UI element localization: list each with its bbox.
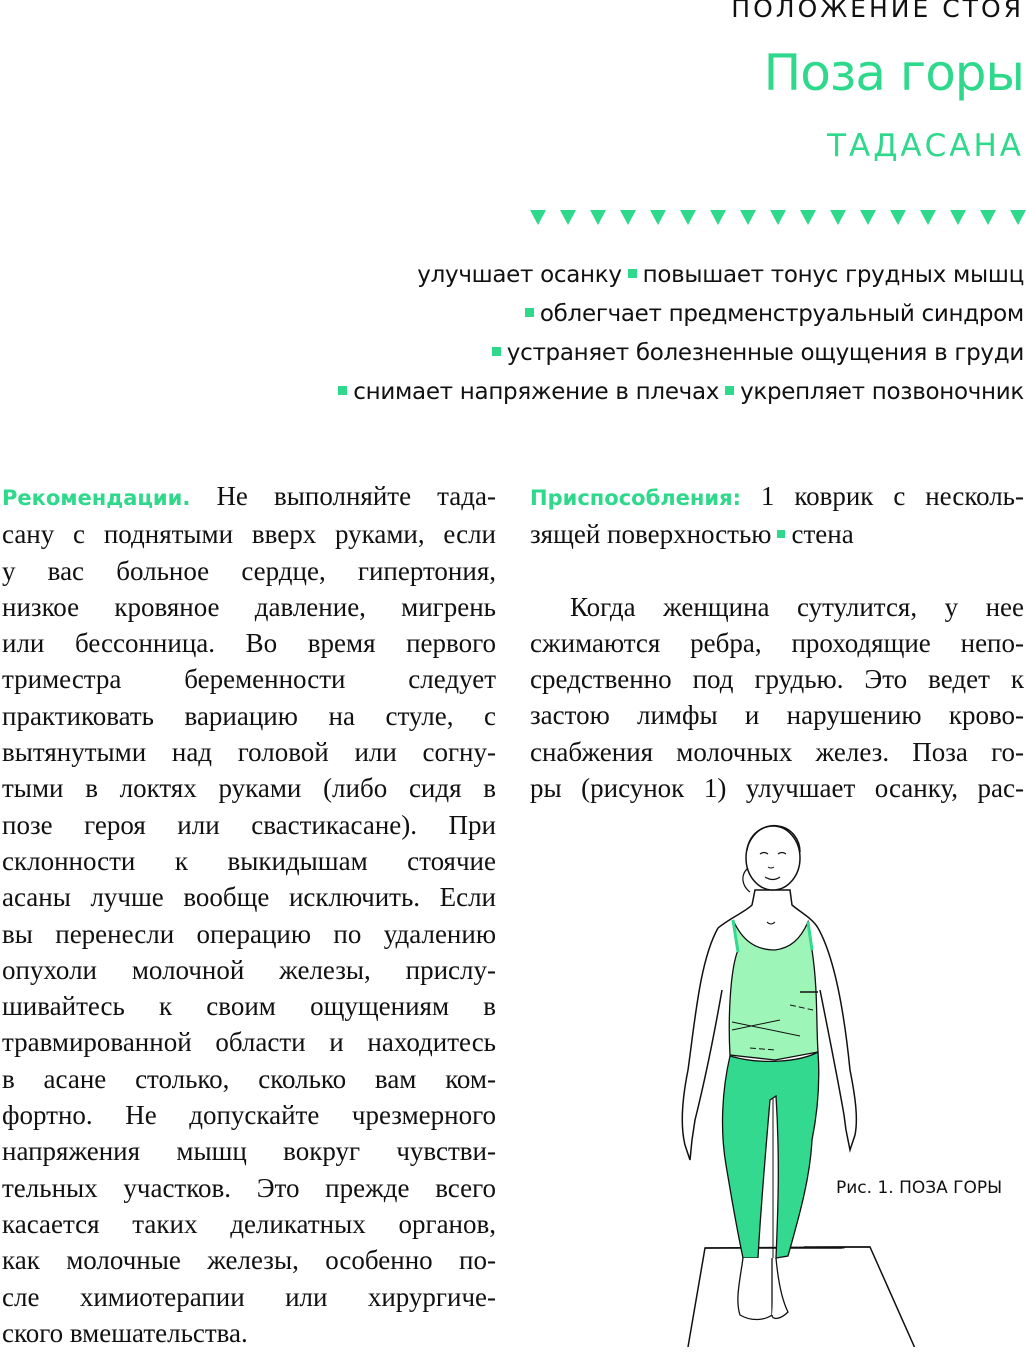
pose-title: Поза горы bbox=[763, 44, 1024, 102]
body-line: сжимаются ребра, проходящие непо- bbox=[530, 627, 1024, 658]
equipment-line: Приспособления: 1 коврик с несколь- bbox=[530, 481, 1024, 511]
triangle-down-icon bbox=[830, 210, 846, 225]
bullet-square-icon bbox=[492, 347, 501, 356]
benefit-item: снимает напряжение в плечах bbox=[353, 379, 720, 405]
body-line: ры (рисунок 1) улучшает осанку, рас- bbox=[530, 773, 1024, 804]
pose-sanskrit-name: ТАДАСАНА bbox=[827, 128, 1024, 164]
equipment-label: Приспособления: bbox=[530, 486, 741, 510]
recommendations-line: шивайтесь к своим ощущениям в bbox=[2, 991, 496, 1022]
recommendations-line: склонности к выкидышам стоячие bbox=[2, 845, 496, 876]
benefits-line-2 bbox=[244, 295, 1024, 334]
body-line: снабжения молочных желез. Поза го- bbox=[530, 736, 1024, 767]
benefits-line-3 bbox=[244, 334, 1024, 373]
recommendations-label: Рекомендации. bbox=[2, 486, 191, 510]
recommendations-line: как молочные железы, особенно по- bbox=[2, 1245, 496, 1276]
recommendations-line: асаны лучше вообще исключить. Если bbox=[2, 882, 496, 913]
benefit-item: укрепляет позвоночник bbox=[740, 379, 1024, 405]
benefit-item: повышает тонус грудных мышц bbox=[642, 262, 1024, 288]
recommendations-line: травмированной области и находитесь bbox=[2, 1027, 496, 1058]
bullet-square-icon bbox=[338, 386, 347, 395]
triangle-down-icon bbox=[770, 210, 786, 225]
benefit-item: улучшает осанку bbox=[417, 262, 622, 288]
triangle-down-icon bbox=[710, 210, 726, 225]
bullet-square-icon bbox=[725, 386, 734, 395]
triangle-down-icon bbox=[740, 210, 756, 225]
recommendations-line: вытянутыми над головой или согну- bbox=[2, 737, 496, 768]
triangle-down-icon bbox=[860, 210, 876, 225]
bullet-square-icon bbox=[628, 269, 637, 278]
benefits-line-4 bbox=[244, 373, 1024, 412]
body-line: средственно под грудью. Это ведет к bbox=[530, 664, 1024, 695]
triangle-down-icon bbox=[920, 210, 936, 225]
triangle-down-icon bbox=[650, 210, 666, 225]
triangle-down-icon bbox=[590, 210, 606, 225]
triangle-down-icon bbox=[530, 210, 546, 225]
body-line: застою лимфы и нарушению крово- bbox=[530, 700, 1024, 731]
triangle-down-icon bbox=[950, 210, 966, 225]
recommendations-line: тельных участков. Это прежде всего bbox=[2, 1172, 496, 1203]
triangle-down-icon bbox=[620, 210, 636, 225]
recommendations-line: практиковать вариацию на стуле, с bbox=[2, 700, 496, 731]
recommendations-line: тыми в локтях руками (либо сидя в bbox=[2, 773, 496, 804]
section-label: ПОЛОЖЕНИЕ СТОЯ bbox=[731, 0, 1024, 23]
equipment-line: зящей поверхностью стена bbox=[530, 519, 854, 550]
recommendations-line: сану с поднятыми вверх руками, если bbox=[2, 519, 496, 550]
recommendations-line: триместра беременности следует bbox=[2, 664, 496, 695]
benefits-line-1 bbox=[244, 256, 1024, 295]
recommendations-section bbox=[2, 478, 496, 1351]
recommendations-line: или бессонница. Во время первого bbox=[2, 628, 496, 659]
triangle-down-icon bbox=[560, 210, 576, 225]
recommendations-line: ского вмешательства. bbox=[2, 1317, 248, 1348]
triangle-down-icon bbox=[680, 210, 696, 225]
bullet-square-icon bbox=[525, 308, 534, 317]
recommendations-line: фортно. Не допускайте чрезмерного bbox=[2, 1100, 496, 1131]
recommendations-line: напряжения мышц вокруг чувстви- bbox=[2, 1136, 496, 1167]
right-column bbox=[530, 478, 1024, 806]
mountain-pose-illustration bbox=[660, 820, 1026, 1347]
recommendations-line: у вас больное сердце, гипертония, bbox=[2, 555, 496, 586]
benefit-item: устраняет болезненные ощущения в груди bbox=[506, 340, 1024, 366]
recommendations-line: низкое кровяное давление, мигрень bbox=[2, 591, 496, 622]
triangle-down-icon bbox=[890, 210, 906, 225]
recommendations-line: сле химиотерапии или хирургиче- bbox=[2, 1281, 496, 1312]
triangle-down-icon bbox=[980, 210, 996, 225]
recommendations-line: вы перенесли операцию по удалению bbox=[2, 918, 496, 949]
recommendations-line: Рекомендации. Не выполняйте тада- bbox=[2, 481, 496, 511]
recommendations-line: опухоли молочной железы, прислу- bbox=[2, 954, 496, 985]
benefits-list bbox=[244, 256, 1024, 412]
triangle-down-icon bbox=[1010, 210, 1026, 225]
recommendations-line: в асане столько, сколько вам ком- bbox=[2, 1063, 496, 1094]
recommendations-line: позе героя или свастикасане). При bbox=[2, 809, 496, 840]
figure-caption: Рис. 1. ПОЗА ГОРЫ bbox=[836, 1178, 1003, 1198]
paragraph-gap bbox=[530, 553, 1024, 589]
woman-standing-figure-icon bbox=[660, 820, 1026, 1347]
triangle-divider bbox=[530, 210, 1026, 228]
body-line: Когда женщина сутулится, у нее bbox=[570, 591, 1024, 622]
recommendations-line: касается таких деликатных органов, bbox=[2, 1208, 496, 1239]
triangle-down-icon bbox=[800, 210, 816, 225]
benefit-item: облегчает предменструальный синдром bbox=[539, 301, 1024, 327]
bullet-square-icon bbox=[777, 530, 785, 538]
